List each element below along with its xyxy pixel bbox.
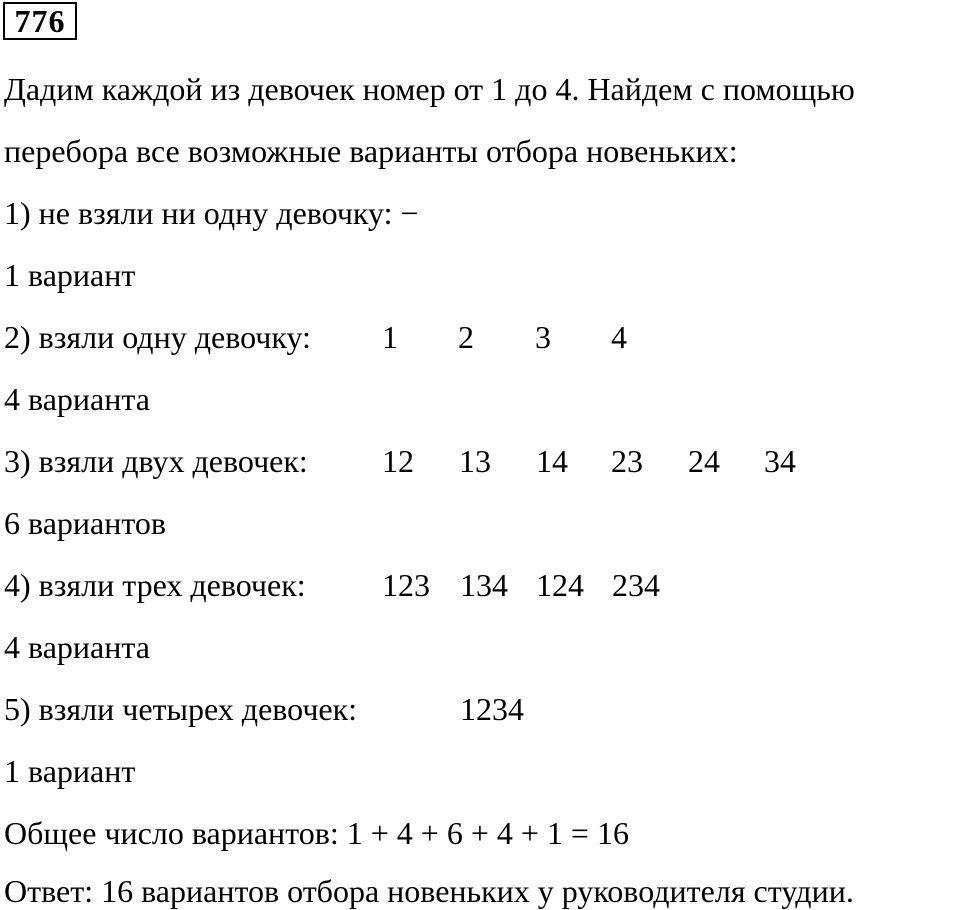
- case-2-count: 4 варианта: [4, 381, 150, 417]
- case-2-item: 1: [382, 319, 398, 355]
- case-4-item: 123: [382, 567, 430, 603]
- case-4-item: 124: [536, 567, 584, 603]
- case-3-item: 24: [688, 443, 720, 479]
- case-3-item: 12: [382, 443, 414, 479]
- case-2-item: 3: [535, 319, 551, 355]
- total-line: Общее число вариантов: 1 + 4 + 6 + 4 + 1 = 16: [4, 815, 629, 851]
- case-3-item: 14: [536, 443, 568, 479]
- case-3-count: 6 вариантов: [4, 505, 167, 541]
- case-1-label: 1) не взяли ни одну девочку: −: [4, 195, 419, 231]
- case-1-count: 1 вариант: [4, 257, 136, 293]
- case-3-item: 23: [611, 443, 643, 479]
- case-4-count: 4 варианта: [4, 629, 150, 665]
- case-5-label: 5) взяли четырех девочек:: [4, 691, 358, 727]
- case-5-item: 1234: [460, 691, 524, 727]
- case-3-item: 34: [764, 443, 796, 479]
- case-4-item: 134: [460, 567, 508, 603]
- problem-number: 776: [3, 2, 77, 40]
- intro-line-2: перебора все возможные варианты отбора новеньких:: [4, 133, 738, 169]
- case-2-item: 2: [458, 319, 474, 355]
- case-5-count: 1 вариант: [4, 753, 136, 789]
- case-3-item: 13: [459, 443, 491, 479]
- intro-line-1: Дадим каждой из девочек номер от 1 до 4. Найдем с помощью: [4, 71, 855, 107]
- case-4-label: 4) взяли трех девочек:: [4, 567, 306, 603]
- case-2-item: 4: [611, 319, 627, 355]
- case-2-label: 2) взяли одну девочку:: [4, 319, 311, 355]
- answer-line: Ответ: 16 вариантов отбора новеньких у руководителя студии.: [4, 873, 854, 909]
- case-3-label: 3) взяли двух девочек:: [4, 443, 308, 479]
- case-4-item: 234: [612, 567, 660, 603]
